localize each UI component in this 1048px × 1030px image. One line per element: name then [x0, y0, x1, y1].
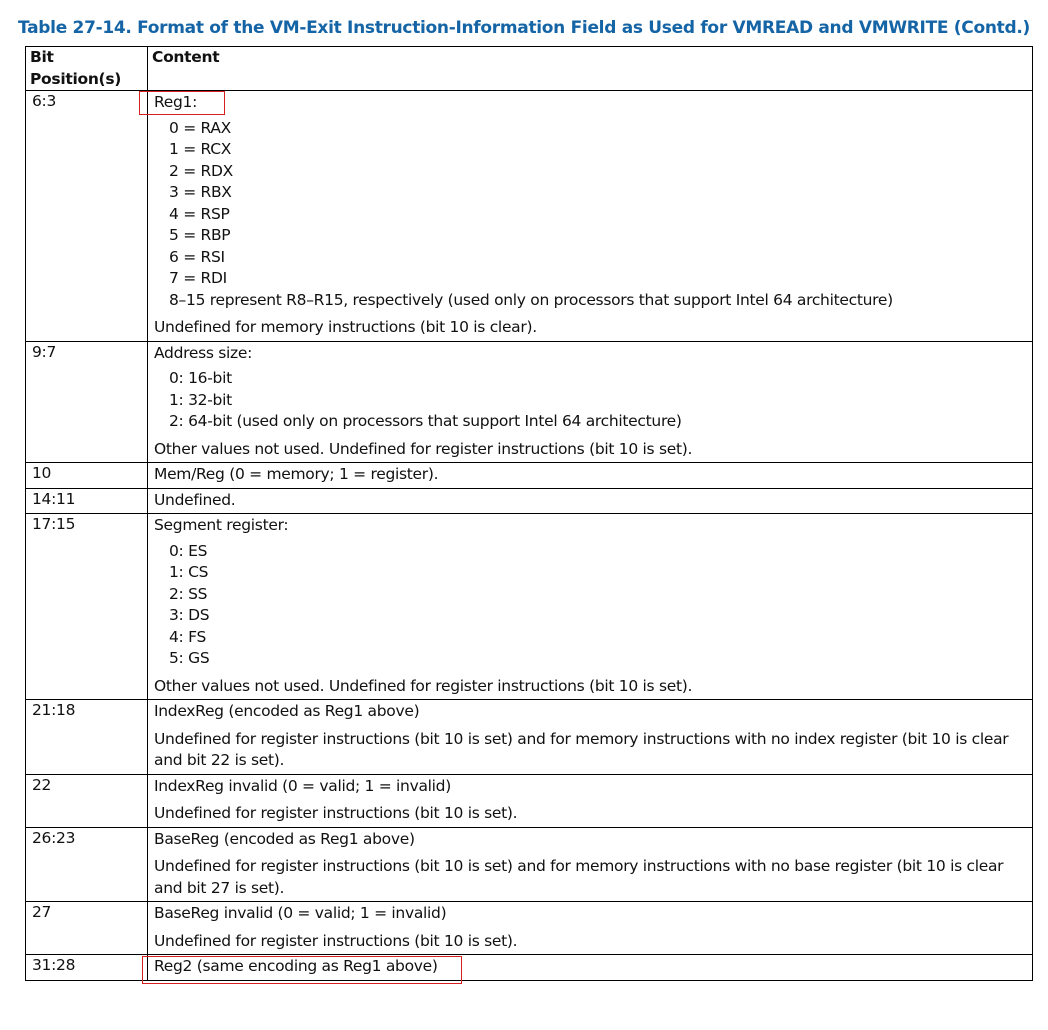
content-cell: [148, 902, 1033, 955]
value-list-item: 2 = RDX: [169, 161, 233, 180]
value-list-item: 3 = RBX: [169, 183, 232, 201]
content-note: Other values not used. Undefined for register instructions (bit 10 is set).: [154, 676, 693, 695]
value-list-item: 0: ES: [169, 541, 208, 560]
content-lead: [154, 92, 1032, 114]
value-list-item: 1: CS: [169, 563, 209, 581]
content-cell: [148, 955, 1033, 981]
table-row: [26, 514, 1033, 700]
header-content: Content: [148, 47, 1033, 91]
bit-position-cell: 17:15: [26, 514, 148, 700]
value-list-item: 8–15 represent R8–R15, respectively (used only on processors that support Intel 64 architecture): [169, 290, 893, 309]
content-cell: [148, 514, 1033, 700]
value-list-item: 2: 64-bit (used only on processors that support Intel 64 architecture): [169, 412, 682, 430]
value-list-item: 2: SS: [169, 584, 208, 603]
content-lead: [154, 903, 1032, 925]
value-list-item: 1: 32-bit: [169, 390, 232, 409]
table-row: [26, 341, 1033, 463]
content-lead-text: Reg1:: [154, 93, 198, 111]
content-lead: [154, 343, 1032, 365]
content-note: Undefined for register instructions (bit 10 is set).: [154, 931, 518, 950]
content-lead-text: BaseReg invalid (0 = valid; 1 = invalid): [154, 904, 447, 922]
table-row: [26, 902, 1033, 955]
bit-position-cell: 31:28: [26, 955, 148, 981]
content-lead: [154, 490, 1032, 512]
table-header-row: [26, 47, 1033, 91]
value-list-item: 4: FS: [169, 627, 206, 646]
content-lead-text: Segment register:: [154, 516, 289, 534]
content-lead-text: Reg2 (same encoding as Reg1 above): [154, 957, 438, 975]
table-row: [26, 488, 1033, 514]
bit-position-cell: 22: [26, 774, 148, 827]
content-note: Other values not used. Undefined for register instructions (bit 10 is set).: [154, 439, 693, 458]
table-row: [26, 774, 1033, 827]
content-lead: [154, 829, 1032, 851]
content-lead-text: Undefined.: [154, 490, 236, 509]
value-list-item: 0: 16-bit: [169, 369, 232, 387]
value-list-item: 7 = RDI: [169, 269, 227, 287]
instruction-info-table: [25, 46, 1033, 981]
content-lead-text: IndexReg invalid (0 = valid; 1 = invalid): [154, 776, 451, 795]
value-list-item: 5 = RBP: [169, 226, 231, 244]
content-lead: [154, 956, 1032, 978]
header-bit-position: Bit Position(s): [26, 47, 148, 91]
highlighted-text: [154, 92, 197, 114]
table-row: [26, 827, 1033, 902]
value-list-item: 0 = RAX: [169, 118, 231, 137]
table-body: [26, 91, 1033, 981]
value-list-item: 5: GS: [169, 649, 210, 667]
content-cell: [148, 827, 1033, 902]
table-row: [26, 955, 1033, 981]
content-lead-text: Address size:: [154, 343, 253, 362]
table-row: [26, 700, 1033, 775]
content-cell: [148, 91, 1033, 342]
bit-position-cell: 14:11: [26, 488, 148, 514]
content-cell: [148, 488, 1033, 514]
bit-position-cell: 9:7: [26, 341, 148, 463]
bit-position-cell: 6:3: [26, 91, 148, 342]
bit-position-cell: 26:23: [26, 827, 148, 902]
value-list: [169, 541, 1032, 670]
highlighted-text: [154, 956, 438, 978]
value-list: [169, 368, 1032, 433]
value-list-item: 4 = RSP: [169, 204, 230, 223]
content-cell: [148, 463, 1033, 489]
content-note: Undefined for register instructions (bit 10 is set).: [154, 804, 518, 822]
table-caption: Table 27-14. Format of the VM-Exit Instruction-Information Field as Used for VMREAD and VMWRITE (Contd.): [18, 18, 1030, 38]
content-lead: [154, 515, 1032, 537]
content-note: Undefined for register instructions (bit 10 is set) and for memory instructions with no base register (bit 10 is clear and bit 27 is set).: [154, 857, 1004, 897]
content-lead: [154, 464, 1032, 486]
value-list-item: 6 = RSI: [169, 247, 225, 266]
table-row: [26, 91, 1033, 342]
content-cell: [148, 774, 1033, 827]
bit-position-cell: 27: [26, 902, 148, 955]
bit-position-cell: 10: [26, 463, 148, 489]
content-lead-text: IndexReg (encoded as Reg1 above): [154, 702, 420, 720]
content-lead-text: Mem/Reg (0 = memory; 1 = register).: [154, 465, 439, 483]
bit-position-cell: 21:18: [26, 700, 148, 775]
content-lead-text: BaseReg (encoded as Reg1 above): [154, 829, 415, 848]
content-lead: [154, 776, 1032, 798]
value-list: [169, 118, 1032, 312]
content-lead: [154, 701, 1032, 723]
content-cell: [148, 700, 1033, 775]
table-row: [26, 463, 1033, 489]
content-note: Undefined for memory instructions (bit 10 is clear).: [154, 318, 537, 336]
content-cell: [148, 341, 1033, 463]
value-list-item: 1 = RCX: [169, 140, 232, 158]
content-note: Undefined for register instructions (bit 10 is set) and for memory instructions with no index register (bit 10 is clear and bit 22 is set).: [154, 729, 1009, 769]
value-list-item: 3: DS: [169, 606, 210, 624]
